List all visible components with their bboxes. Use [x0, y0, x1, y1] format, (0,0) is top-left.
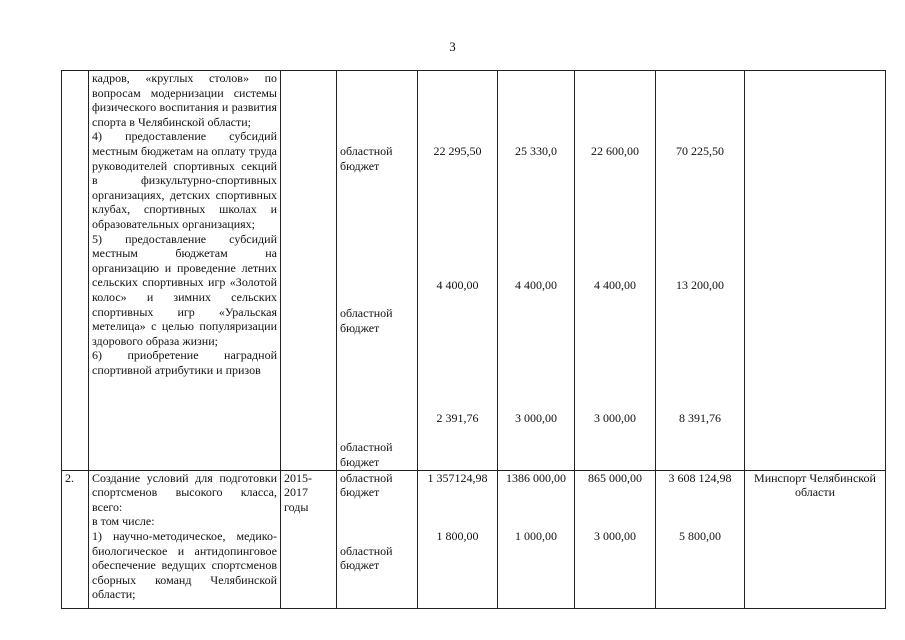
page-number: 3: [449, 39, 456, 54]
item-total-5: 13 200,00: [676, 277, 724, 292]
source-cell: [337, 470, 418, 608]
description-cell: [89, 470, 281, 608]
item-source-4: областной бюджет: [340, 144, 393, 173]
period-cell: [281, 71, 337, 471]
item-v2017-4: 22 600,00: [591, 144, 639, 158]
row-source: областной бюджет: [340, 470, 393, 500]
program-table: [61, 70, 886, 609]
item-v2016-6: 3 000,00: [515, 411, 557, 426]
row-title: Создание условий для подготовки спортсменов высокого класса, всего:: [92, 470, 277, 514]
total-cell: [656, 470, 745, 608]
year-2015-cell: [418, 470, 498, 608]
item-v2015-5: 4 400,00: [436, 277, 479, 292]
intro-text: кадров, «круглых столов» по вопросам модернизации системы физического воспитания и развития спорта в Челябинской области;: [92, 71, 277, 129]
item-v2016-1: 1 000,00: [515, 529, 557, 544]
item-text-6: 6) приобретение наградной спортивной атрибутики и призов: [92, 348, 277, 377]
total-cell: [656, 71, 745, 471]
item-source-5: областной бюджет: [340, 306, 393, 335]
table-row: [62, 71, 886, 471]
item-v2017-6: 3 000,00: [594, 411, 636, 426]
item-source-1: областной бюджет: [340, 543, 393, 573]
year-2017-cell: [575, 470, 656, 608]
table-row: [62, 470, 886, 608]
item-v2015-6: 2 391,76: [436, 411, 479, 426]
item-v2017-5: 4 400,00: [594, 277, 636, 292]
item-total-6: 8 391,76: [679, 411, 721, 426]
row-number-cell: 2.: [62, 470, 89, 608]
item-total-4: 70 225,50: [676, 144, 724, 158]
item-v2017-1: 3 000,00: [594, 529, 636, 544]
responsible-cell: [745, 71, 886, 471]
row-v2015: 1 357124,98: [427, 470, 488, 485]
year-2016-cell: [498, 71, 575, 471]
row-v2017: 865 000,00: [588, 470, 642, 485]
item-v2016-5: 4 400,00: [515, 277, 557, 292]
item-v2015-4: 22 295,50: [433, 144, 482, 158]
year-2016-cell: [498, 470, 575, 608]
row-number-cell: [62, 71, 89, 471]
row-v2016: 1386 000,00: [506, 470, 566, 485]
year-2017-cell: [575, 71, 656, 471]
row-subtitle: в том числе:: [92, 514, 155, 529]
item-text-5: 5) предоставление субсидий местным бюджетам на организацию и проведение летних сельских спортивных игр «Золотой колос» и зимних сельских спортивных игр «Уральская метелица» с целью популяризации здорового образа жизни;: [92, 231, 277, 348]
source-cell: [337, 71, 418, 471]
description-cell: [89, 71, 281, 471]
item-v2015-1: 1 800,00: [436, 529, 479, 544]
item-text-4: 4) предоставление субсидий местным бюджетам на оплату труда руководителей спортивных секций в физкультурно-спортивных организациях, детских спортивных клубах, спортивных школах и образовательных организациях;: [92, 129, 277, 231]
item-source-6: областной бюджет: [340, 440, 393, 469]
period-cell: 2015-2017 годы: [281, 470, 337, 608]
row-total: 3 608 124,98: [668, 470, 732, 485]
item-total-1: 5 800,00: [679, 529, 721, 544]
item-v2016-4: 25 330,0: [515, 144, 557, 158]
item-text-1: 1) научно-методическое, медико-биологическое и антидопинговое обеспечение ведущих спортсменов сборных команд Челябинской области;: [92, 528, 277, 602]
responsible-cell: Минспорт Челябинской области: [745, 470, 886, 608]
year-2015-cell: [418, 71, 498, 471]
